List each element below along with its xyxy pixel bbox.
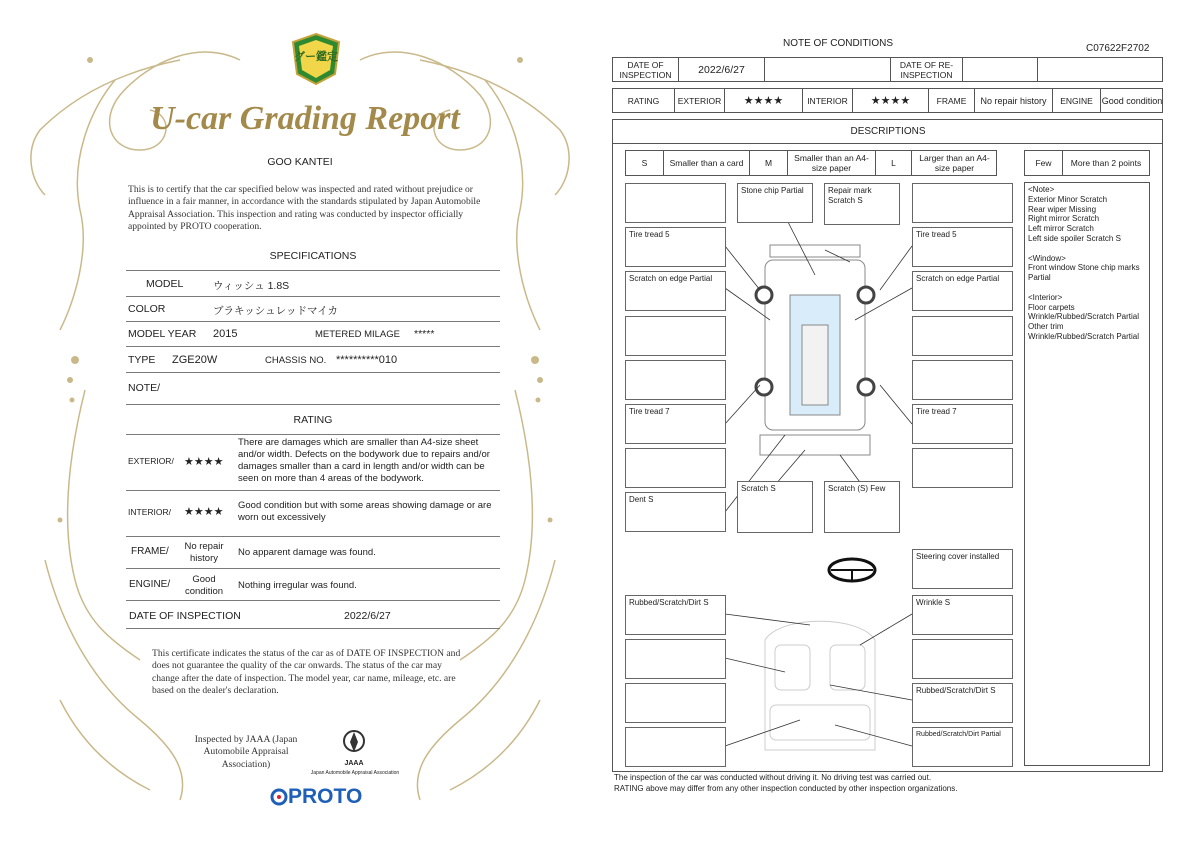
engine-value: Good condition xyxy=(184,574,224,597)
condition-box xyxy=(625,448,726,488)
mileage-value: ***** xyxy=(414,328,435,340)
note-line: Front window Stone chip marks Partial xyxy=(1028,263,1140,283)
color-label: COLOR xyxy=(128,303,166,315)
jaaa-logo: JAAA xyxy=(344,760,364,767)
exterior-label: EXTERIOR xyxy=(675,89,725,112)
note-of-conditions-sheet xyxy=(600,0,1200,848)
condition-box-repair-mark: Repair mark Scratch S xyxy=(824,183,900,225)
divider xyxy=(126,404,500,405)
inspected-by: Inspected by JAAA (Japan Automobile Appraisal Association) xyxy=(194,734,298,770)
note-label: NOTE/ xyxy=(128,382,161,394)
model-value: ウィッシュ 1.8S xyxy=(213,280,290,292)
legend-s-desc: Smaller than a card xyxy=(664,151,750,175)
condition-box xyxy=(625,183,726,223)
model-year-value: 2015 xyxy=(213,328,238,340)
condition-box-stone-chip: Stone chip Partial xyxy=(737,183,813,223)
report-subtitle: GOO KANTEI xyxy=(267,156,333,168)
color-value: ブラキッシュレッドマイカ xyxy=(213,305,338,317)
engine-value: Good condition xyxy=(1101,95,1163,106)
divider xyxy=(126,296,500,297)
condition-box-rubbed-front: Rubbed/Scratch/Dirt S xyxy=(625,595,726,635)
report-title: U-car Grading Report xyxy=(150,100,460,137)
note-line: Left side spoiler Scratch S xyxy=(1028,233,1121,243)
frame-label: FRAME xyxy=(929,89,975,112)
condition-box xyxy=(912,360,1013,400)
rating-label: RATING xyxy=(613,89,675,112)
legend-s: S xyxy=(626,151,664,175)
divider xyxy=(126,490,500,491)
interior-description: Good condition but with some areas showing damage or are worn out excessively xyxy=(238,500,492,523)
legend-l-desc: Larger than an A4-size paper xyxy=(919,153,990,173)
condition-box xyxy=(912,183,1013,223)
condition-box xyxy=(625,639,726,679)
divider xyxy=(126,321,500,322)
note-spacer xyxy=(1028,283,1146,293)
divider xyxy=(126,372,500,373)
condition-box xyxy=(625,727,726,767)
note-line: Rear wiper Missing xyxy=(1028,204,1097,214)
disclaimer-2: RATING above may differ from any other inspection conducted by other inspection organizations. xyxy=(614,784,958,793)
condition-box-scratch-few: Scratch (S) Few xyxy=(824,481,900,533)
condition-box-tire-rl: Tire tread 7 xyxy=(625,404,726,444)
interior-stars: ★★★★ xyxy=(853,89,929,112)
divider xyxy=(126,600,500,601)
condition-box xyxy=(912,448,1013,488)
certification-intro: This is to certify that the car specified below was inspected and rated without prejudice or influence in a fair manner, in accordance with the standards stipulated by Japan Automobile Appraisal Association. This inspection and rating was conducted by inspector officially appointed by PROTO cooperation. xyxy=(128,184,481,233)
condition-box-steering: Steering cover installed xyxy=(912,549,1013,589)
exterior-description: There are damages which are smaller than A4-size sheet and/or width. Defects on the bodywork due to repairs and/or damages smaller than a card in length and/or width can be seen on more than 4 areas of the bodywork. xyxy=(238,437,490,484)
condition-box-scratch-edge-l: Scratch on edge Partial xyxy=(625,271,726,311)
condition-box xyxy=(912,639,1013,679)
condition-box-tire-fr: Tire tread 5 xyxy=(912,227,1013,267)
exterior-stars: ★★★★ xyxy=(184,456,224,468)
exterior-stars: ★★★★ xyxy=(725,89,803,112)
specifications-heading: SPECIFICATIONS xyxy=(269,250,357,262)
sheet-code: C07622F2702 xyxy=(1086,43,1150,54)
legend-m-desc: Smaller than an A4-size paper xyxy=(788,151,876,175)
note-line: Right mirror Scratch xyxy=(1028,214,1100,224)
divider xyxy=(126,434,500,435)
note-line: <Window> xyxy=(1028,253,1066,263)
condition-box xyxy=(625,360,726,400)
note-line: Wrinkle/Rubbed/Scratch Partial xyxy=(1028,312,1140,322)
engine-description: Nothing irregular was found. xyxy=(238,580,357,591)
condition-box-tire-rr: Tire tread 7 xyxy=(912,404,1013,444)
frame-value: No repair history xyxy=(184,541,224,564)
note-line: Left mirror Scratch xyxy=(1028,224,1094,234)
badge-text: グー鑑定 xyxy=(294,51,338,63)
proto-logo: PROTO xyxy=(288,785,363,808)
note-line: Floor carpets xyxy=(1028,302,1075,312)
condition-box-wrinkle: Wrinkle S xyxy=(912,595,1013,635)
model-label: MODEL xyxy=(146,278,184,290)
engine-label: ENGINE/ xyxy=(129,579,171,590)
note-line: Wrinkle/Rubbed/Scratch Partial xyxy=(1028,331,1140,341)
proto-logo-icon xyxy=(270,788,288,806)
condition-box xyxy=(625,316,726,356)
divider xyxy=(126,568,500,569)
divider xyxy=(126,628,500,629)
divider xyxy=(126,536,500,537)
divider xyxy=(126,346,500,347)
note-line: Other trim xyxy=(1028,322,1064,332)
exterior-label: EXTERIOR/ xyxy=(128,456,174,466)
notes-panel xyxy=(1024,182,1150,766)
chassis-value: **********010 xyxy=(336,354,398,366)
frame-label: FRAME/ xyxy=(131,546,169,557)
sheet-title: NOTE OF CONDITIONS xyxy=(783,38,893,49)
goo-kantei-badge xyxy=(289,32,343,86)
condition-box-dent: Dent S xyxy=(625,492,726,532)
jaaa-emblem-icon xyxy=(340,728,368,762)
mileage-label: METERED MILAGE xyxy=(315,329,400,340)
interior-label: INTERIOR xyxy=(803,89,853,112)
frame-description: No apparent damage was found. xyxy=(238,547,376,558)
descriptions-heading: DESCRIPTIONS xyxy=(850,126,926,137)
condition-box-scratch-rear: Scratch S xyxy=(737,481,813,533)
condition-box-rubbed-partial: Rubbed/Scratch/Dirt Partial xyxy=(912,727,1013,767)
note-spacer xyxy=(1028,244,1146,254)
condition-box-tire-fl: Tire tread 5 xyxy=(625,227,726,267)
condition-box-rubbed-mid: Rubbed/Scratch/Dirt S xyxy=(912,683,1013,723)
interior-stars: ★★★★ xyxy=(184,506,224,518)
reinspection-label: DATE OF RE-INSPECTION xyxy=(891,58,963,81)
note-line: Exterior Minor Scratch xyxy=(1028,194,1108,204)
legend-few-desc: More than 2 points xyxy=(1070,158,1142,168)
note-line: <Interior> xyxy=(1028,292,1063,302)
jaaa-caption: Japan Automobile Appraisal Association xyxy=(310,770,400,776)
type-value: ZGE20W xyxy=(172,354,218,366)
divider xyxy=(126,270,500,271)
date-inspection-label: DATE OF INSPECTION xyxy=(613,58,679,81)
legend-l: L xyxy=(876,151,912,175)
certificate-footer: This certificate indicates the status of the car as of DATE OF INSPECTION and does not guarantee the quality of the car onwards. The status of the car may change after the date of inspection. The model year, car name, mileage, etc. are based on the dealer's declaration. xyxy=(152,648,461,697)
frame-value: No repair history xyxy=(975,89,1053,112)
date-value: 2022/6/27 xyxy=(344,610,391,622)
legend-few: Few xyxy=(1025,151,1063,175)
interior-label: INTERIOR/ xyxy=(128,507,171,517)
condition-box-scratch-edge-r: Scratch on edge Partial xyxy=(912,271,1013,311)
rating-heading: RATING xyxy=(293,414,333,426)
type-label: TYPE xyxy=(128,354,156,366)
legend-m: M xyxy=(750,151,788,175)
note-line: <Note> xyxy=(1028,185,1055,194)
condition-box xyxy=(912,316,1013,356)
model-year-label: MODEL YEAR xyxy=(128,328,197,340)
disclaimer-1: The inspection of the car was conducted without driving it. No driving test was carried out. xyxy=(614,773,932,782)
condition-box xyxy=(625,683,726,723)
engine-label: ENGINE xyxy=(1053,89,1101,112)
date-label: DATE OF INSPECTION xyxy=(129,610,241,622)
date-inspection-value: 2022/6/27 xyxy=(679,58,765,81)
chassis-label: CHASSIS NO. xyxy=(265,355,327,366)
